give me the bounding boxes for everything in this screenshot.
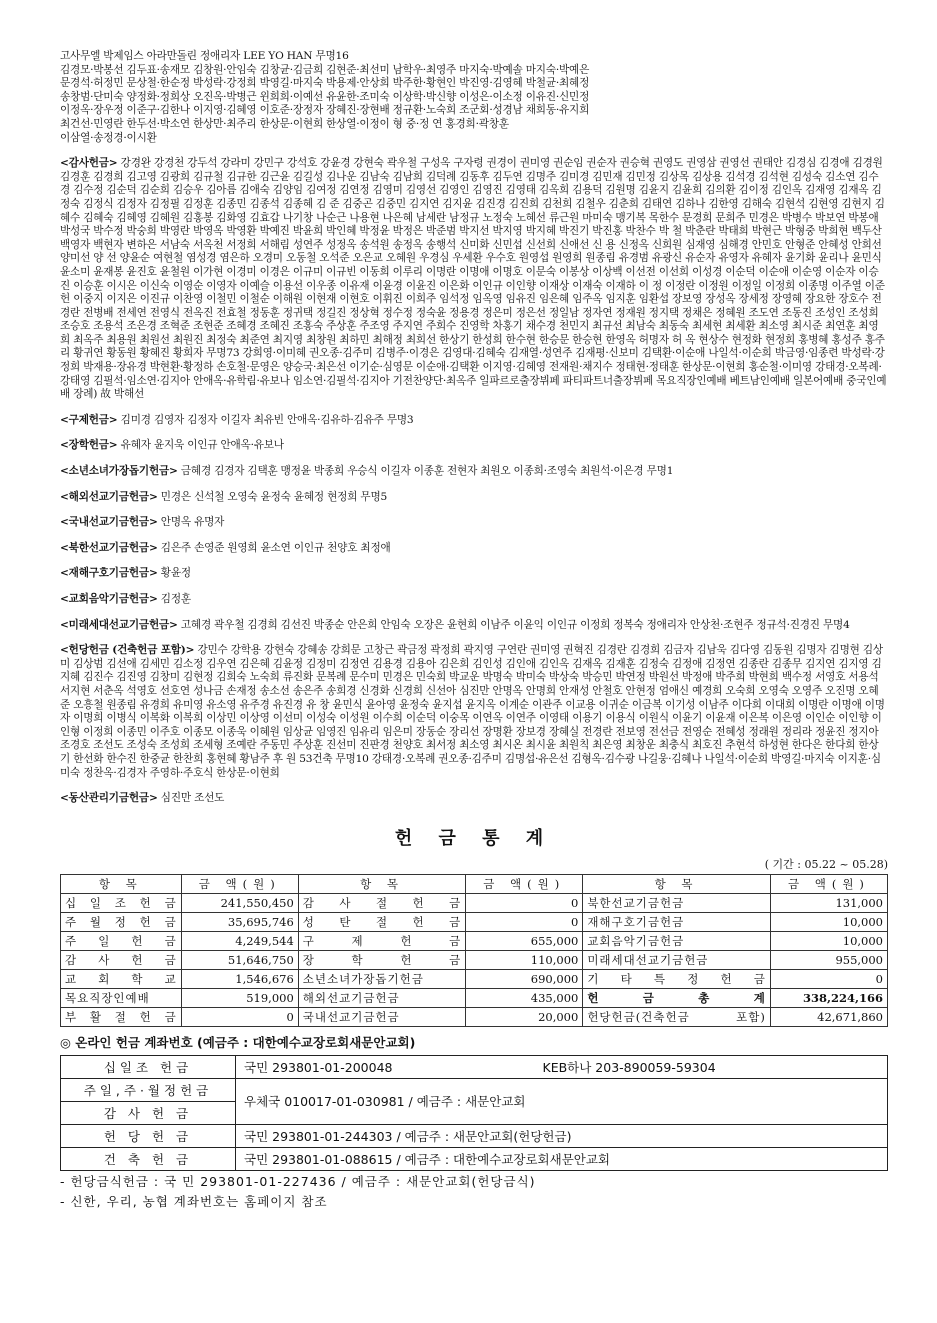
section-names: 김정훈 [160,593,191,605]
offering-section [60,792,888,806]
stats-item-amount: 338,224,166 [770,988,887,1007]
offering-section [60,516,888,530]
account-label: 주일,주·월정헌금 [61,1078,236,1101]
account-number [236,1055,888,1078]
stats-item-amount: 10,000 [770,931,887,950]
account-row [61,1078,888,1101]
section-names: 김미경 김영자 김정자 이길자 최유빈 안애옥·김유하·김유주 무명3 [120,413,414,426]
section-names: 금혜경 김경자 김택훈 맹정윤 박종희 우승식 이길자 이종훈 전현자 최원오 이종희·조영숙 최원석·이은경 무명1 [180,465,674,478]
stats-item-label: 해외선교기금헌금 [298,988,465,1007]
account-label: 감 사 헌 금 [61,1101,236,1124]
section-title: <북한선교기금헌금> [60,541,158,554]
stats-item-label: 국내선교기금헌금 [298,1007,465,1026]
donor-line: 이삼열·송정경·이시환 [60,131,157,144]
stats-item-label: 주 일 헌 금 [61,931,182,950]
stats-item-label: 감 사 헌 금 [61,950,182,969]
stats-item-label: 북한선교기금헌금 [583,893,771,912]
stats-item-amount: 655,000 [466,931,583,950]
account-label: 헌 당 헌 금 [61,1124,236,1147]
section-title: <감사헌금> [60,157,118,170]
account-row [61,1055,888,1078]
stats-title: 헌 금 통 계 [394,827,554,849]
account-number-primary: 국민 293801-01-200048 [244,1059,393,1075]
account-number-secondary: KEB하나 203-890059-59304 [542,1059,716,1075]
offering-section [60,542,888,556]
offering-section [60,491,888,505]
donor-list-header [60,50,888,145]
col-amount-3: 금 액(원) [770,874,887,893]
stats-item-amount: 241,550,450 [181,893,298,912]
section-names: 황윤정 [160,567,191,580]
stats-item-label: 감 사 절 헌 금 [298,893,465,912]
account-number: 국민 293801-01-244303 / 예금주 : 새문안교회(헌당헌금) [236,1124,888,1147]
offering-section [60,439,888,453]
section-title: <장학헌금> [60,439,118,452]
note-fasting-account: - 헌당금식헌금 : 국 민 293801-01-227436 / 예금주 : 새문안교회(헌당금식) [60,1173,536,1189]
offering-section [60,619,888,633]
donor-line: 김경모·박봉선 김두표·송재모 김창원·안임숙 김창균·김금희 김현준·최선미 남학우·최영주 마지숙·박예솔 마지숙·박예은 [60,63,590,76]
account-table [60,1055,888,1171]
section-names: 강민수 강학용 강현숙 강혜송 강희문 고창근 곽금정 곽정희 곽지영 구연란 권미영 권혁진 김경란 김경희 김금자 김남욱 김다영 김동원 김명자 김명현 김상미 김상범 김선애 김세민 김소정 김우연 김은혜 김윤정 김정미 김정연 김용경 김용아 김은희 김인성 김인애 김인옥 김재옥 김재훈 김정숙 김정애 김정연 김종란 김종무 김지연 김지영 김지혜 김진수 김진영 김창미 김현정 김희숙 노숙희 류진화 문복례 문수미 민경은 민숙희 박교운 박명숙 박미숙 박상숙 박승민 박연정 박원선 박정애 박주희 박현희 백수정 서영호 서용석 서지현 서춘옥 석영호 선호연 성나금 손재정 송소선 송은주 송희경 신경화 신경희 신선아 심진만 안명옥 안명희 안재성 안철호 안현정 엄애신 예경희 오숙희 오영숙 오영주 오진명 오혜준 오흥철 원종림 유경희 유미영 유소영 유주경 유진경 유 창 윤민식 윤아영 윤정숙 윤지섭 윤지옥 이계순 이관주 이교용 이귀순 이금복 이기성 이남주 이다희 이대희 이명란 이명애 이명자 이명희 이병식 이복화 이복희 이상민 이상영 이선미 이성숙 이성원 이수희 이순덕 이숭목 이연옥 이연주 이영태 이용기 이용식 이원식 이윤기 이윤재 이은복 이은영 이인순 이인향 이인형 이정희 이종민 이주호 이종모 이종욱 이혜원 임상균 임영진 임유리 임은미 장동순 장리선 장명환 장보경 장혜실 전경란 전보영 전선금 전영순 전혜성 정래원 정리라 정윤진 정지아 조경호 조선도 조성숙 조성희 조세형 조예란 주동민 주상훈 진선미 진판경 천양호 최서정 최소영 최시온 최시윤 최원칙 최은영 최창운 최충식 최호진 추현석 하성현 한다은 한다희 한상기 한선화 한수진 한중균 한찬희 홍현혜 황남주 후 원 53건축 무명10 강태경·오복례 권오종·김주미 김명섭·유은선 김형옥·김수광 나길웅·김혜나 나일석·이순희 박영길·마지숙 이지훈·심미숙 정찬옥·김경자 주영하·주호식 한상문·이현희 [60,644,885,779]
stats-item-amount: 4,249,544 [181,931,298,950]
stats-item-label: 부 활 절 헌 금 [61,1007,182,1026]
stats-item-label: 장 학 헌 금 [298,950,465,969]
account-label: 건 축 헌 금 [61,1147,236,1170]
section-names: 심진만 조선도 [160,792,225,805]
donor-line: 최건선·민영란 한두선·박소연 한상만·최주리 한상문·이현희 한상열·이정이 형 중·정 연 홍경희·곽창훈 [60,117,509,130]
section-names: 민경은 신석철 오영숙 윤정숙 윤혜정 현정희 무명5 [160,490,388,503]
section-names: 안명옥 유명자 [160,516,225,529]
section-title: <동산관리기금헌금> [60,792,158,805]
stats-item-amount: 0 [466,893,583,912]
stats-item-label: 구 제 헌 금 [298,931,465,950]
col-item-3: 항 목 [583,874,771,893]
col-item-2: 항 목 [298,874,465,893]
stats-item-amount: 519,000 [181,988,298,1007]
stats-row [61,988,888,1007]
stats-item-label: 미래세대선교기금헌금 [583,950,771,969]
stats-row [61,969,888,988]
stats-item-label: 헌 금 총 계 [583,988,771,1007]
section-title: <미래세대선교기금헌금> [60,618,178,631]
stats-item-amount: 10,000 [770,912,887,931]
offering-section [60,465,888,479]
section-names: 김은주 손영준 원영희 윤소연 이인규 천양호 최정애 [160,541,391,554]
section-title: <구제헌금> [60,413,118,426]
stats-header-row [61,874,888,893]
stats-item-label: 교 회 학 교 [61,969,182,988]
offering-section [60,567,888,581]
section-title: <국내선교기금헌금> [60,516,158,529]
stats-item-amount: 20,000 [466,1007,583,1026]
stats-item-amount: 0 [181,1007,298,1026]
donor-line: 송창범·단미숙 양정화·정희상 오진옥·박병근 윈희희·이예선 유윤한·조미숙 이상학·박신향 이성은·이소정 이유진·신민정 [60,90,590,103]
stats-item-label: 십 일 조 헌 금 [61,893,182,912]
online-account-title: ◎ 온라인 헌금 계좌번호 (예금주 : 대한예수교장로회새문안교회) [60,1034,416,1050]
section-names: 유혜자 윤지욱 이인규 안애옥·유보나 [120,439,284,452]
offering-section [60,644,888,780]
stats-item-amount: 110,000 [466,950,583,969]
donor-line: 이정옥·장우정 이준구·김한나 이지영·김혜영 이호준·장정자 장혜진·장현배 정규환·노숙희 조군회·성경남 채희동·유지희 [60,104,590,117]
note-other-banks: - 신한, 우리, 농협 계좌번호는 홈페이지 참조 [60,1193,328,1209]
stats-item-amount: 955,000 [770,950,887,969]
stats-period: ( 기간 : 05.22 ~ 05.28) [764,857,888,871]
stats-table [60,874,888,1027]
stats-item-label: 소년소녀가장돕기헌금 [298,969,465,988]
stats-item-amount: 1,546,676 [181,969,298,988]
offering-section [60,414,888,428]
stats-item-amount: 42,671,860 [770,1007,887,1026]
section-title: <헌당헌금 (건축헌금 포함)> [60,644,195,657]
account-row [61,1147,888,1170]
stats-item-label: 헌당헌금(건축헌금 포함) [583,1007,771,1026]
section-title: <해외선교기금헌금> [60,490,158,503]
stats-item-amount: 35,695,746 [181,912,298,931]
stats-row [61,950,888,969]
account-number: 우체국 010017-01-030981 / 예금주 : 새문안교회 [236,1078,888,1124]
offering-sections [60,157,888,806]
col-item-1: 항 목 [61,874,182,893]
account-label: 십일조 헌금 [61,1055,236,1078]
stats-row [61,912,888,931]
donor-line: 문경석·허정민 문상철·한순정 박성락·강정희 박영길·마지숙 박용제·안상희 박주한·황현인 박진영·김영혜 박철균·최혜정 [60,77,590,90]
stats-item-amount: 0 [770,969,887,988]
account-row [61,1124,888,1147]
stats-row [61,1007,888,1026]
section-names: 고혜경 곽우철 김경희 김선진 박종순 안은희 안임숙 오장은 윤현희 이남주 이윤익 이인규 이정희 정복숙 정애리자 안상천·조현주 정규석·진경진 무명4 [180,618,850,631]
stats-item-amount: 131,000 [770,893,887,912]
stats-item-amount: 0 [466,912,583,931]
col-amount-1: 금 액(원) [181,874,298,893]
stats-item-amount: 690,000 [466,969,583,988]
stats-item-amount: 435,000 [466,988,583,1007]
stats-item-label: 교회음악기금헌금 [583,931,771,950]
section-title: <교회음악기금헌금> [60,593,158,605]
stats-item-label: 목요직장인예배 [61,988,182,1007]
stats-item-label: 재해구호기금헌금 [583,912,771,931]
stats-row [61,931,888,950]
stats-item-label: 기 타 특 정 헌 금 [583,969,771,988]
offering-section [60,157,888,402]
section-names: 강경완 강경천 강두석 강라미 강민구 강석호 강윤경 강현숙 곽우철 구성옥 구자령 권경이 권미영 권순임 권순자 권승혁 권영도 권영삼 권영선 권태안 김경심 김경애 김경원 김경훈 김경희 김고영 김광희 김규철 김규한 김근윤 김길성 김나운 김남숙 김남희 김덕례 김동후 김두연 김명주 김미경 김민재 김민정 김상목 김상용 김석경 김석현 김성숙 김소연 김수경 김수정 김순덕 김순희 김승우 김아름 김애숙 김양임 김여정 김연정 김영미 김영선 김영인 김영진 김영태 김옥희 김용덕 김원명 김윤지 김윤희 김의환 김이정 김인옥 김재영 김재옥 김정숙 김정식 김정자 김정필 김정훈 김종민 김종석 김종혜 김 준 김중곤 김중민 김지연 김지윤 김진경 김진희 김천희 김철우 김춘희 김태연 김하나 김한영 김해숙 김현석 김현영 김현지 김혜수 김혜숙 김혜영 김혜원 김홍봉 김화영 김효갑 나기창 나순근 나용현 나은혜 남세란 남정규 노정숙 노혜선 류근원 마미숙 맹기복 목한수 문경희 문희주 민경은 박병수 박보연 박봉애 박성국 박수정 박숭희 박영란 박영옥 박영환 박예진 박윤희 박인혜 박정윤 박정은 박준범 박지선 박지영 박지혜 박진기 박진홍 박찬수 박 철 박춘란 박태희 박현근 박형중 박희현 백두산 백영자 백현자 변하은 서남숙 서옥천 서정희 서해림 성연주 성정옥 송석원 송정옥 송행석 신미화 신민섭 신선희 신애선 신 용 신정옥 신희원 심재영 심해경 안민호 안형준 안혜성 안희선 양미선 양 선 양윤순 여현철 염성경 염은하 오경미 오동철 오석준 오은교 오혜원 우경심 우세환 우수호 원영섭 원영희 원종림 유경범 유광신 유순자 유영자 유혜자 윤기화 윤리나 윤민식 윤소미 윤재봉 윤진호 윤철원 이가현 이경미 이경은 이규미 이규빈 이동희 이루리 이명란 이명애 이명호 이문숙 이봉상 이상백 이선전 이선희 이성경 이순덕 이순애 이순영 이순자 이승진 이승훈 이시은 이신숙 이영순 이영자 이예슬 이용선 이우종 이유재 이윤경 이윤진 이은화 이인규 이인향 이재상 이재숙 이재하 이 정 이정란 이정원 이정일 이정희 이종명 이주열 이준헌 이중지 이지은 이진규 이찬영 이철민 이철순 이해원 이현재 이현호 이휘진 이희주 임석정 임옥영 임유진 임은혜 임주옥 임지훈 임환섭 장보영 장성옥 장세정 장영혜 장요한 장호수 전경란 전병배 전세연 전영식 전옥진 전효철 정동훈 정귀택 정길진 정상혁 정수정 정숙윤 정용경 정은미 정은선 정일남 정자연 정재원 정지택 정채은 정혜원 조도연 조동진 조성인 조성희 조승호 조용석 조은경 조혁준 조현준 조혜경 조혜진 조홍숙 주상훈 주조영 주지연 주희수 진영학 차홍기 채수경 천민지 최규선 최남숙 최동숙 최세현 최세환 최소영 최시준 최연훈 최영희 최옥주 최용원 최원선 최원진 최정숙 최준연 최지영 최창원 최하민 최해정 최희선 한상기 한성희 한수현 한승문 한승현 한영옥 허명자 허 옥 현상수 현정화 현정희 홍병혜 홍성주 홍주리 황귀연 황동원 황혜진 황희자 무명73 강희영·이미혜 권오종·김주미 김병주·이경은 김영대·김혜숙 김재열·성연주 김재평·신보미 김택환·이순애 나일석·이순희 박금영·임종련 박성락·강정희 박재용·장유경 박현환·황정하 손호철·문영은 양승국·최은선 이기순·심영문 이순애·김택환 이지영·김혜영 전재원·채지수 정태현·정태훈 한상문·이현희 홍순철·이미영 강태경·오복례·강태영 김필석·임소연·김지아 안애옥·유학림·유보나 임소연·김필석·김지아 기전찬양단·최옥주 일파르로출장뷔페 파티파트너출장뷔페 목요직장인예배 베트남인예배 일본어예배 중국인예배 장례) 故 박해선 [60,157,887,401]
offering-report-page [60,50,888,1211]
stats-item-label: 주 월 정 헌 금 [61,912,182,931]
donor-line: 고사무엘 박제임스 아라만돌린 정애리자 LEE YO HAN 무명16 [60,50,349,62]
stats-item-label: 성 탄 절 헌 금 [298,912,465,931]
stats-row [61,893,888,912]
section-title: <재해구호기금헌금> [60,567,158,580]
account-number: 국민 293801-01-088615 / 예금주 : 대한예수교장로회새문안교회 [236,1147,888,1170]
col-amount-2: 금 액(원) [466,874,583,893]
offering-section [60,593,888,607]
section-title: <소년소녀가장돕기헌금> [60,465,178,478]
stats-item-amount: 51,646,750 [181,950,298,969]
